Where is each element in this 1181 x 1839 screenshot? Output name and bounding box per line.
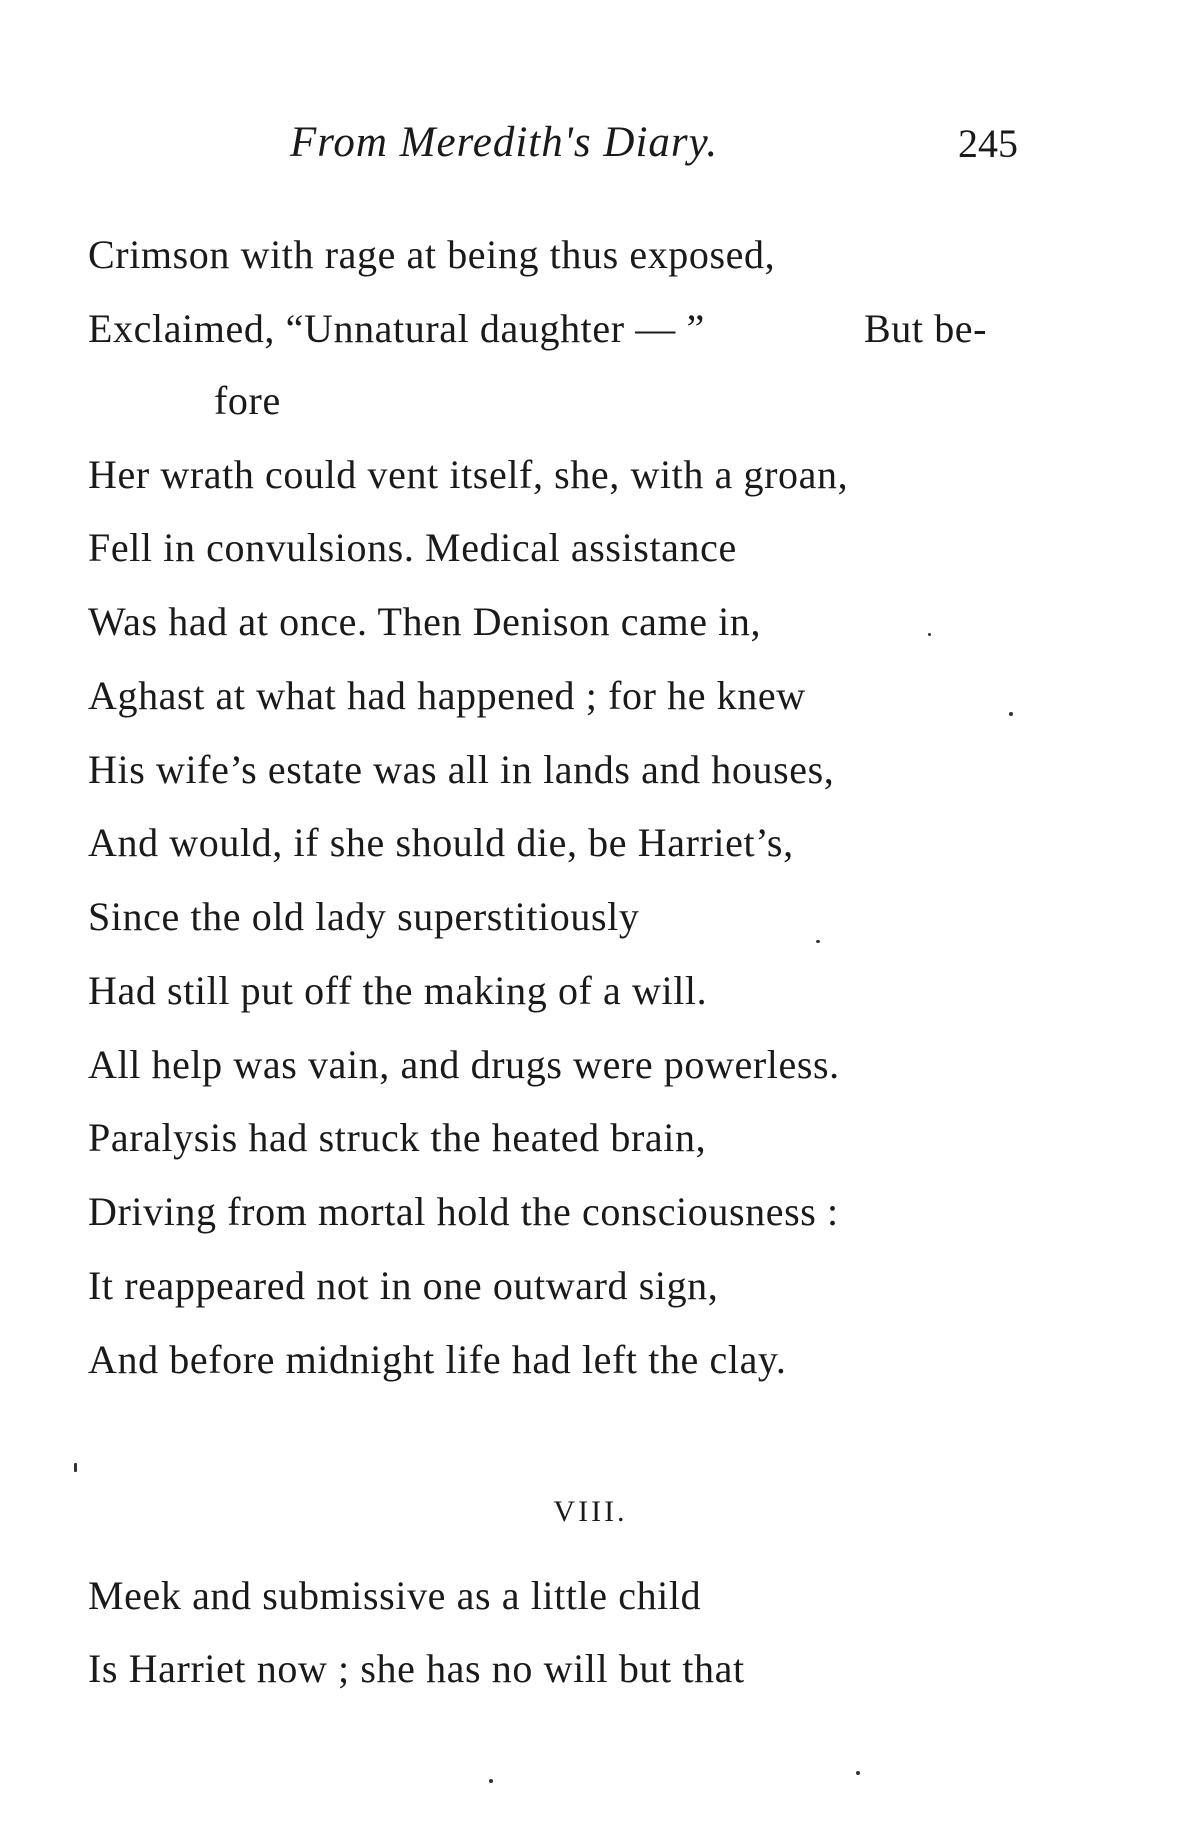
- verse-line: Is Harriet now ; she has no will but that: [88, 1646, 745, 1691]
- running-title: From Meredith's Diary.: [290, 119, 719, 166]
- verse-line: Was had at once. Then Denison came in,: [88, 599, 762, 644]
- verse-line: It reappeared not in one outward sign,: [88, 1263, 719, 1308]
- verse-line-continuation: But be-: [864, 306, 988, 351]
- verse-line: Fell in convulsions. Medical assistance: [88, 525, 737, 570]
- verse-line: And before midnight life had left the clay.: [88, 1337, 787, 1382]
- running-head: [0, 118, 1181, 178]
- verse-line: All help was vain, and drugs were powerless.: [88, 1042, 840, 1087]
- verse-line: Exclaimed, “Unnatural daughter — ”: [88, 306, 705, 351]
- verse-line: Meek and submissive as a little child: [88, 1573, 702, 1618]
- verse-line: Crimson with rage at being thus exposed,: [88, 232, 776, 277]
- page-number: 245: [958, 121, 1018, 166]
- verse-line-turnover: fore: [214, 378, 281, 423]
- verse-line: His wife’s estate was all in lands and houses,: [88, 747, 835, 792]
- verse-line: Paralysis had struck the heated brain,: [88, 1115, 707, 1160]
- ink-speck: [489, 1779, 493, 1783]
- verse-line: Driving from mortal hold the consciousness :: [88, 1189, 839, 1234]
- ink-speck: [816, 940, 820, 943]
- verse-line: Her wrath could vent itself, she, with a groan,: [88, 452, 849, 497]
- ink-speck: [856, 1771, 860, 1775]
- ink-speck: [74, 1463, 77, 1472]
- verse-line: Aghast at what had happened ; for he knew: [88, 673, 806, 718]
- verse-line: And would, if she should die, be Harriet’s,: [88, 820, 794, 865]
- ink-speck: [1009, 712, 1013, 716]
- verse-line: Had still put off the making of a will.: [88, 968, 708, 1013]
- verse-line: Since the old lady superstitiously: [88, 894, 640, 939]
- ink-speck: [928, 633, 931, 636]
- section-heading: VIII.: [553, 1495, 628, 1528]
